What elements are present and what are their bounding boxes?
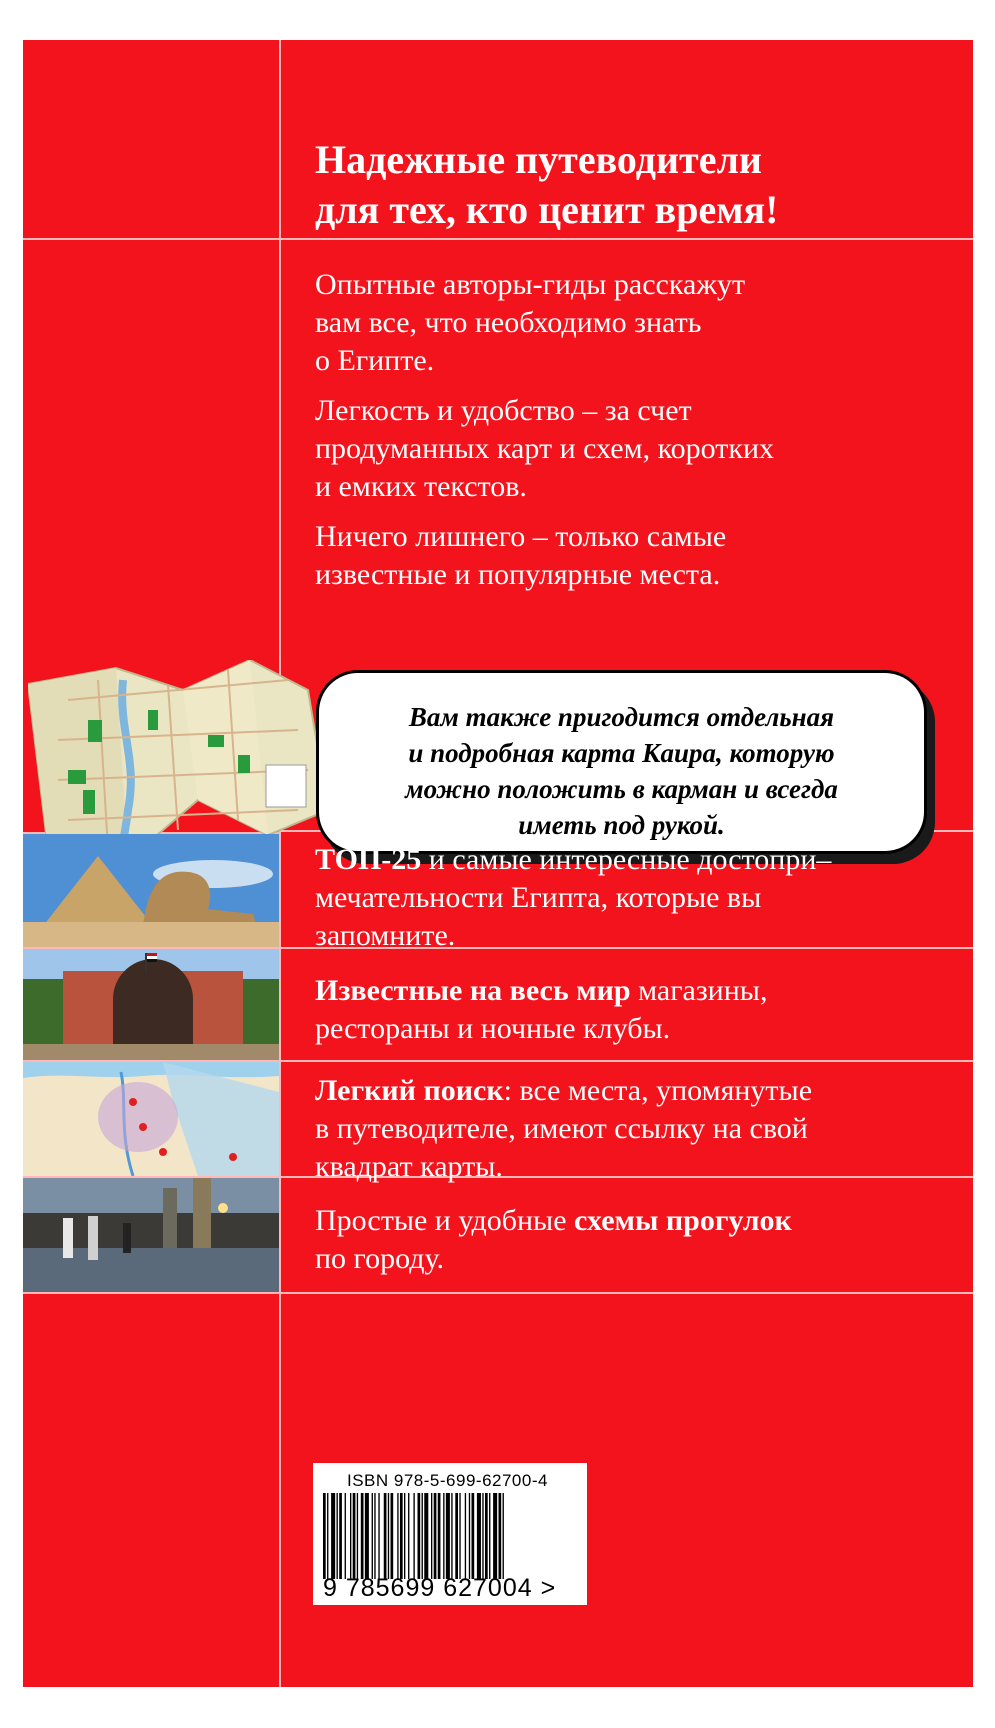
isbn-label: ISBN 978-5-699-62700-4 [347, 1471, 548, 1490]
text-line: продуманных карт и схем, коротких [315, 432, 774, 465]
headline-line-2: для тех, кто ценит время! [315, 187, 779, 232]
callout-bubble [316, 670, 927, 854]
feature-bold: Известные на весь мир [315, 974, 631, 1007]
isbn-barcode-box [313, 1463, 587, 1605]
text-line: Вам также пригодится отдельная [408, 702, 835, 732]
text-line: и подробная карта Каира, которую [408, 738, 835, 768]
text-line: Легкость и удобство – за счет [315, 394, 692, 427]
intro-paragraph-essentials [315, 518, 955, 594]
feature-bold: Легкий поиск [315, 1074, 504, 1107]
divider-line [23, 1292, 973, 1294]
intro-paragraph-ease [315, 392, 955, 506]
text-line: Опытные авторы-гиды расскажут [315, 268, 746, 301]
text-line: запомните. [315, 919, 456, 952]
text-line: иметь под рукой. [518, 810, 725, 840]
text-line: Простые и удобные [315, 1204, 575, 1237]
text-line: можно положить в карман и всегда [405, 774, 838, 804]
feature-bold: ТОП-25 [315, 843, 422, 876]
text-line: по городу. [315, 1242, 445, 1275]
text-line: и самые интересные достопри– [421, 843, 832, 876]
headline-line-1: Надежные путеводители [315, 137, 762, 182]
barcode-icon [323, 1493, 567, 1579]
text-line: известные и популярные места. [315, 558, 721, 591]
sphinx-photo [23, 834, 279, 947]
feature-top25 [315, 841, 955, 955]
text-line: рестораны и ночные клубы. [315, 1012, 671, 1045]
feature-search [315, 1072, 955, 1186]
intro-paragraph-authors [315, 266, 955, 380]
callout-text [319, 699, 924, 843]
isbn-digits: 9 785699 627004 > [323, 1574, 557, 1602]
headline [315, 135, 955, 235]
text-line: о Египте. [315, 344, 435, 377]
text-line: в путеводителе, имеют ссылку на свой [315, 1112, 808, 1145]
egyptian-museum-photo [23, 949, 279, 1060]
night-walk-photo [23, 1178, 279, 1292]
text-line: Ничего лишнего – только самые [315, 520, 727, 553]
feature-shops [315, 972, 955, 1048]
text-line: вам все, что необходимо знать [315, 306, 702, 339]
divider-line [23, 238, 973, 240]
feature-bold: схемы прогулок [574, 1204, 792, 1237]
feature-walks [315, 1202, 955, 1278]
egypt-map-thumbnail [23, 1062, 279, 1176]
back-cover [23, 40, 973, 1687]
text-line: магазины, [630, 974, 768, 1007]
text-line: : все места, упомянутые [503, 1074, 813, 1107]
text-line: мечательности Египта, которые вы [315, 881, 762, 914]
text-line: квадрат карты. [315, 1150, 503, 1183]
text-line: и емких текстов. [315, 470, 527, 503]
